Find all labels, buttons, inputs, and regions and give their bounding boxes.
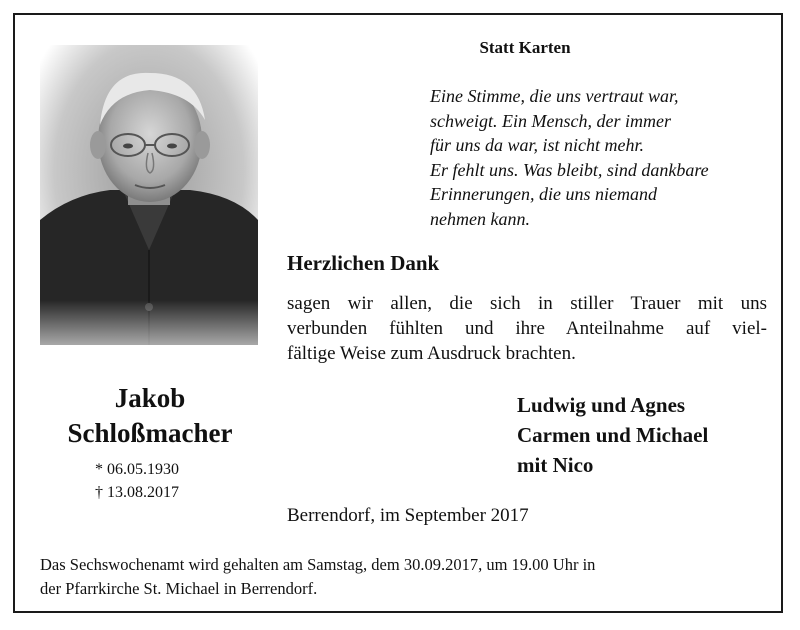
poem-line: nehmen kann. bbox=[430, 208, 530, 229]
deceased-first-name: Jakob bbox=[114, 383, 186, 413]
place-date: Berrendorf, im September 2017 bbox=[287, 505, 529, 526]
poem-line: für uns da war, ist nicht mehr. bbox=[430, 135, 645, 155]
family-signature bbox=[517, 390, 777, 480]
family-line: mit Nico bbox=[517, 453, 594, 477]
family-line: Ludwig und Agnes bbox=[517, 393, 686, 417]
birth-date: * 06.05.1930 bbox=[95, 461, 179, 478]
poem-line: Eine Stimme, die uns vertraut war, bbox=[430, 86, 679, 106]
deceased-name bbox=[30, 381, 270, 451]
thanks-text bbox=[287, 291, 767, 366]
family-line: Carmen und Michael bbox=[517, 423, 709, 447]
life-dates bbox=[95, 458, 235, 504]
footer-line: Das Sechswochenamt wird gehalten am Samstag, dem 30.09.2017, um 19.00 Uhr in bbox=[40, 555, 596, 574]
thanks-line: sagen wir allen, die sich in stiller Trauer mit uns bbox=[287, 293, 767, 314]
footer-notice bbox=[40, 553, 770, 600]
statt-karten-heading: Statt Karten bbox=[479, 38, 571, 57]
portrait-photo bbox=[40, 45, 258, 345]
poem-line: Er fehlt uns. Was bleibt, sind dankbare bbox=[430, 159, 709, 180]
thanks-heading: Herzlichen Dank bbox=[287, 251, 440, 275]
poem-line: schweigt. Ein Mensch, der immer bbox=[430, 110, 671, 131]
poem-line: Erinnerungen, die uns niemand bbox=[430, 184, 657, 204]
deceased-last-name: Schloßmacher bbox=[67, 418, 233, 448]
thanks-line: fältige Weise zum Ausdruck brachten. bbox=[287, 343, 576, 364]
poem bbox=[430, 84, 770, 231]
death-date: † 13.08.2017 bbox=[95, 484, 179, 501]
thanks-line: verbunden fühlten und ihre Anteilnahme auf viel- bbox=[287, 318, 767, 339]
footer-line: der Pfarrkirche St. Michael in Berrendorf. bbox=[40, 578, 318, 598]
